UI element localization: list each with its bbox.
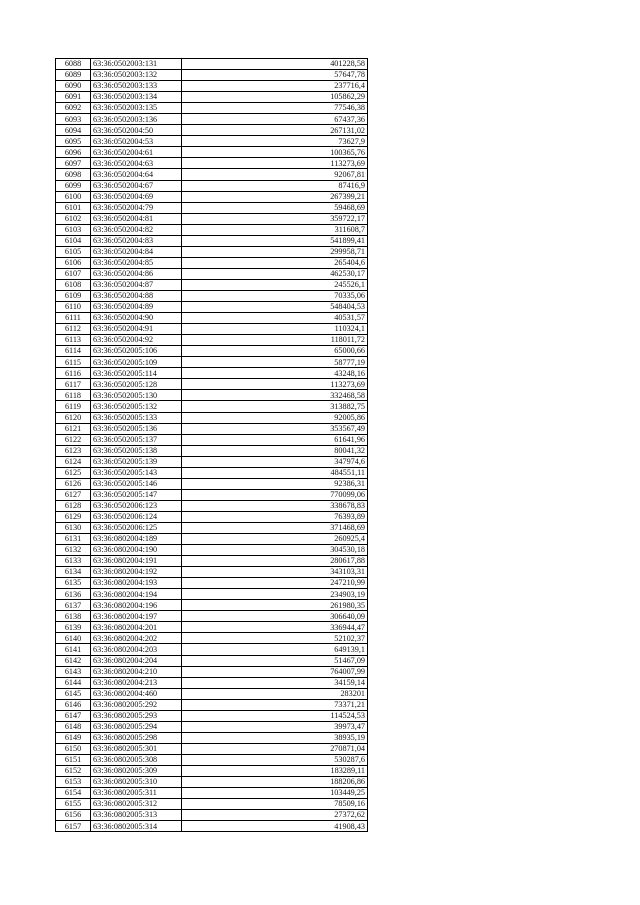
table-row bbox=[56, 777, 368, 788]
cadastral-number-cell: 63:36:0802004:191 bbox=[91, 556, 182, 567]
cadastral-number-cell: 63:36:0802004:210 bbox=[91, 666, 182, 677]
cadastral-number-cell: 63:36:0802005:313 bbox=[91, 810, 182, 821]
table-row bbox=[56, 114, 368, 125]
cadastral-number-cell: 63:36:0802005:310 bbox=[91, 777, 182, 788]
cadastral-number-cell: 63:36:0502004:64 bbox=[91, 169, 182, 180]
cadastral-number-cell: 63:36:0502005:130 bbox=[91, 390, 182, 401]
cadastral-value-cell: 338678,83 bbox=[182, 500, 368, 511]
cadastral-value-cell: 57647,78 bbox=[182, 70, 368, 81]
cadastral-number-cell: 63:36:0502004:87 bbox=[91, 279, 182, 290]
cadastral-value-cell: 247210,99 bbox=[182, 578, 368, 589]
cadastral-number-cell: 63:36:0502004:90 bbox=[91, 313, 182, 324]
cadastral-value-cell: 347974,6 bbox=[182, 456, 368, 467]
cadastral-number-cell: 63:36:0502005:132 bbox=[91, 401, 182, 412]
row-number-cell: 6106 bbox=[56, 257, 91, 268]
cadastral-number-cell: 63:36:0502005:139 bbox=[91, 456, 182, 467]
cadastral-value-cell: 87416,9 bbox=[182, 180, 368, 191]
cadastral-number-cell: 63:36:0502003:131 bbox=[91, 59, 182, 70]
table-row bbox=[56, 600, 368, 611]
row-number-cell: 6094 bbox=[56, 125, 91, 136]
cadastral-number-cell: 63:36:0802004:194 bbox=[91, 589, 182, 600]
table-row bbox=[56, 147, 368, 158]
row-number-cell: 6126 bbox=[56, 478, 91, 489]
cadastral-number-cell: 63:36:0502004:83 bbox=[91, 235, 182, 246]
cadastral-value-cell: 183289,11 bbox=[182, 766, 368, 777]
row-number-cell: 6129 bbox=[56, 511, 91, 522]
row-number-cell: 6156 bbox=[56, 810, 91, 821]
cadastral-value-cell: 280617,88 bbox=[182, 556, 368, 567]
cadastral-number-cell: 63:36:0802005:301 bbox=[91, 743, 182, 754]
table-row bbox=[56, 202, 368, 213]
cadastral-value-cell: 371468,69 bbox=[182, 522, 368, 533]
cadastral-value-cell: 548404,53 bbox=[182, 302, 368, 313]
cadastral-value-cell: 58777,19 bbox=[182, 357, 368, 368]
row-number-cell: 6090 bbox=[56, 81, 91, 92]
cadastral-number-cell: 63:36:0502004:89 bbox=[91, 302, 182, 313]
table-row bbox=[56, 158, 368, 169]
table-row bbox=[56, 313, 368, 324]
table-row bbox=[56, 754, 368, 765]
cadastral-number-cell: 63:36:0502005:109 bbox=[91, 357, 182, 368]
cadastral-number-cell: 63:36:0502005:146 bbox=[91, 478, 182, 489]
cadastral-value-cell: 103449,25 bbox=[182, 788, 368, 799]
table-row bbox=[56, 766, 368, 777]
table-row bbox=[56, 578, 368, 589]
cadastral-number-cell: 63:36:0502003:133 bbox=[91, 81, 182, 92]
table-row bbox=[56, 732, 368, 743]
cadastral-number-cell: 63:36:0502004:86 bbox=[91, 268, 182, 279]
table-row bbox=[56, 467, 368, 478]
cadastral-value-cell: 304530,18 bbox=[182, 545, 368, 556]
row-number-cell: 6139 bbox=[56, 622, 91, 633]
table-row bbox=[56, 81, 368, 92]
row-number-cell: 6103 bbox=[56, 224, 91, 235]
cadastral-number-cell: 63:36:0502004:53 bbox=[91, 136, 182, 147]
cadastral-number-cell: 63:36:0502003:135 bbox=[91, 103, 182, 114]
cadastral-value-cell: 41908,43 bbox=[182, 821, 368, 832]
cadastral-value-cell: 649139,1 bbox=[182, 644, 368, 655]
cadastral-value-cell: 114524,53 bbox=[182, 710, 368, 721]
cadastral-value-cell: 73627,9 bbox=[182, 136, 368, 147]
table-row bbox=[56, 445, 368, 456]
cadastral-number-cell: 63:36:0502005:128 bbox=[91, 379, 182, 390]
cadastral-value-cell: 270871,04 bbox=[182, 743, 368, 754]
cadastral-value-cell: 80041,32 bbox=[182, 445, 368, 456]
cadastral-value-cell: 336944,47 bbox=[182, 622, 368, 633]
cadastral-value-cell: 343103,31 bbox=[182, 567, 368, 578]
table-row bbox=[56, 456, 368, 467]
table-row bbox=[56, 511, 368, 522]
row-number-cell: 6130 bbox=[56, 522, 91, 533]
cadastral-value-cell: 92067,81 bbox=[182, 169, 368, 180]
table-row bbox=[56, 257, 368, 268]
cadastral-number-cell: 63:36:0802004:213 bbox=[91, 677, 182, 688]
row-number-cell: 6151 bbox=[56, 754, 91, 765]
table-row bbox=[56, 59, 368, 70]
row-number-cell: 6111 bbox=[56, 313, 91, 324]
row-number-cell: 6095 bbox=[56, 136, 91, 147]
cadastral-number-cell: 63:36:0802004:203 bbox=[91, 644, 182, 655]
table-row bbox=[56, 169, 368, 180]
cadastral-number-cell: 63:36:0502004:84 bbox=[91, 246, 182, 257]
table-row bbox=[56, 556, 368, 567]
row-number-cell: 6149 bbox=[56, 732, 91, 743]
cadastral-number-cell: 63:36:0502004:81 bbox=[91, 213, 182, 224]
cadastral-value-cell: 764007,99 bbox=[182, 666, 368, 677]
row-number-cell: 6115 bbox=[56, 357, 91, 368]
row-number-cell: 6127 bbox=[56, 489, 91, 500]
table-row bbox=[56, 434, 368, 445]
table-row bbox=[56, 788, 368, 799]
cadastral-number-cell: 63:36:0502005:114 bbox=[91, 368, 182, 379]
row-number-cell: 6154 bbox=[56, 788, 91, 799]
cadastral-number-cell: 63:36:0802005:314 bbox=[91, 821, 182, 832]
row-number-cell: 6122 bbox=[56, 434, 91, 445]
table-row bbox=[56, 302, 368, 313]
cadastral-number-cell: 63:36:0502004:61 bbox=[91, 147, 182, 158]
table-row bbox=[56, 268, 368, 279]
row-number-cell: 6123 bbox=[56, 445, 91, 456]
cadastral-value-cell: 40531,57 bbox=[182, 313, 368, 324]
row-number-cell: 6128 bbox=[56, 500, 91, 511]
cadastral-value-cell: 92005,86 bbox=[182, 412, 368, 423]
table-row bbox=[56, 213, 368, 224]
row-number-cell: 6152 bbox=[56, 766, 91, 777]
cadastral-value-cell: 92386,31 bbox=[182, 478, 368, 489]
cadastral-value-cell: 76393,89 bbox=[182, 511, 368, 522]
table-row bbox=[56, 633, 368, 644]
cadastral-value-cell: 267131,02 bbox=[182, 125, 368, 136]
table-row bbox=[56, 335, 368, 346]
table-row bbox=[56, 357, 368, 368]
table-row bbox=[56, 191, 368, 202]
cadastral-number-cell: 63:36:0502004:69 bbox=[91, 191, 182, 202]
row-number-cell: 6140 bbox=[56, 633, 91, 644]
row-number-cell: 6125 bbox=[56, 467, 91, 478]
cadastral-value-cell: 77546,38 bbox=[182, 103, 368, 114]
table-row bbox=[56, 346, 368, 357]
cadastral-value-cell: 188206,86 bbox=[182, 777, 368, 788]
cadastral-value-cell: 261980,35 bbox=[182, 600, 368, 611]
row-number-cell: 6110 bbox=[56, 302, 91, 313]
table-row bbox=[56, 589, 368, 600]
row-number-cell: 6097 bbox=[56, 158, 91, 169]
row-number-cell: 6117 bbox=[56, 379, 91, 390]
cadastral-value-cell: 237716,4 bbox=[182, 81, 368, 92]
cadastral-value-cell: 401228,58 bbox=[182, 59, 368, 70]
table-row bbox=[56, 677, 368, 688]
table-row bbox=[56, 611, 368, 622]
cadastral-number-cell: 63:36:0802005:298 bbox=[91, 732, 182, 743]
row-number-cell: 6101 bbox=[56, 202, 91, 213]
row-number-cell: 6135 bbox=[56, 578, 91, 589]
row-number-cell: 6119 bbox=[56, 401, 91, 412]
cadastral-number-cell: 63:36:0502006:125 bbox=[91, 522, 182, 533]
table-row bbox=[56, 534, 368, 545]
row-number-cell: 6091 bbox=[56, 92, 91, 103]
cadastral-value-cell: 65000,66 bbox=[182, 346, 368, 357]
row-number-cell: 6147 bbox=[56, 710, 91, 721]
cadastral-value-cell: 299958,71 bbox=[182, 246, 368, 257]
table-row bbox=[56, 799, 368, 810]
cadastral-number-cell: 63:36:0502005:143 bbox=[91, 467, 182, 478]
row-number-cell: 6153 bbox=[56, 777, 91, 788]
table-body bbox=[56, 59, 368, 832]
table-row bbox=[56, 688, 368, 699]
row-number-cell: 6116 bbox=[56, 368, 91, 379]
cadastral-number-cell: 63:36:0802004:189 bbox=[91, 534, 182, 545]
table-row bbox=[56, 379, 368, 390]
cadastral-number-cell: 63:36:0502004:82 bbox=[91, 224, 182, 235]
row-number-cell: 6102 bbox=[56, 213, 91, 224]
table-row bbox=[56, 699, 368, 710]
cadastral-number-cell: 63:36:0802004:202 bbox=[91, 633, 182, 644]
table-row bbox=[56, 710, 368, 721]
row-number-cell: 6136 bbox=[56, 589, 91, 600]
table-row bbox=[56, 368, 368, 379]
cadastral-value-cell: 265404,6 bbox=[182, 257, 368, 268]
row-number-cell: 6104 bbox=[56, 235, 91, 246]
table-row bbox=[56, 180, 368, 191]
table-row bbox=[56, 622, 368, 633]
cadastral-value-cell: 38935,19 bbox=[182, 732, 368, 743]
table-row bbox=[56, 721, 368, 732]
cadastral-value-cell: 27372,62 bbox=[182, 810, 368, 821]
cadastral-number-cell: 63:36:0502004:92 bbox=[91, 335, 182, 346]
row-number-cell: 6133 bbox=[56, 556, 91, 567]
table-row bbox=[56, 70, 368, 81]
cadastral-number-cell: 63:36:0802004:460 bbox=[91, 688, 182, 699]
cadastral-value-cell: 260925,4 bbox=[182, 534, 368, 545]
table-row bbox=[56, 478, 368, 489]
row-number-cell: 6093 bbox=[56, 114, 91, 125]
row-number-cell: 6107 bbox=[56, 268, 91, 279]
cadastral-number-cell: 63:36:0502004:67 bbox=[91, 180, 182, 191]
row-number-cell: 6155 bbox=[56, 799, 91, 810]
cadastral-number-cell: 63:36:0802005:293 bbox=[91, 710, 182, 721]
row-number-cell: 6121 bbox=[56, 423, 91, 434]
cadastral-value-cell: 39973,47 bbox=[182, 721, 368, 732]
table-row bbox=[56, 489, 368, 500]
cadastral-number-cell: 63:36:0802005:294 bbox=[91, 721, 182, 732]
table-row bbox=[56, 545, 368, 556]
cadastral-value-cell: 67437,36 bbox=[182, 114, 368, 125]
row-number-cell: 6150 bbox=[56, 743, 91, 754]
cadastral-value-cell: 70335,06 bbox=[182, 290, 368, 301]
table-row bbox=[56, 821, 368, 832]
cadastral-number-cell: 63:36:0802005:292 bbox=[91, 699, 182, 710]
row-number-cell: 6134 bbox=[56, 567, 91, 578]
cadastral-value-cell: 52102,37 bbox=[182, 633, 368, 644]
cadastral-value-cell: 267399,21 bbox=[182, 191, 368, 202]
cadastral-value-cell: 541899,41 bbox=[182, 235, 368, 246]
row-number-cell: 6157 bbox=[56, 821, 91, 832]
cadastral-value-cell: 234903,19 bbox=[182, 589, 368, 600]
cadastral-number-cell: 63:36:0502004:50 bbox=[91, 125, 182, 136]
table-row bbox=[56, 401, 368, 412]
table-row bbox=[56, 500, 368, 511]
cadastral-value-cell: 34159,14 bbox=[182, 677, 368, 688]
cadastral-number-cell: 63:36:0802005:309 bbox=[91, 766, 182, 777]
table-row bbox=[56, 125, 368, 136]
row-number-cell: 6137 bbox=[56, 600, 91, 611]
row-number-cell: 6132 bbox=[56, 545, 91, 556]
row-number-cell: 6113 bbox=[56, 335, 91, 346]
cadastral-value-cell: 245526,1 bbox=[182, 279, 368, 290]
table-row bbox=[56, 136, 368, 147]
cadastral-value-cell: 311608,7 bbox=[182, 224, 368, 235]
row-number-cell: 6114 bbox=[56, 346, 91, 357]
table-row bbox=[56, 92, 368, 103]
row-number-cell: 6120 bbox=[56, 412, 91, 423]
table-row bbox=[56, 290, 368, 301]
cadastral-number-cell: 63:36:0502005:147 bbox=[91, 489, 182, 500]
table-row bbox=[56, 103, 368, 114]
row-number-cell: 6109 bbox=[56, 290, 91, 301]
cadastral-number-cell: 63:36:0802005:311 bbox=[91, 788, 182, 799]
row-number-cell: 6092 bbox=[56, 103, 91, 114]
row-number-cell: 6100 bbox=[56, 191, 91, 202]
table-row bbox=[56, 666, 368, 677]
cadastral-number-cell: 63:36:0802005:312 bbox=[91, 799, 182, 810]
cadastral-number-cell: 63:36:0802004:197 bbox=[91, 611, 182, 622]
cadastral-number-cell: 63:36:0502005:138 bbox=[91, 445, 182, 456]
cadastral-value-cell: 73371,21 bbox=[182, 699, 368, 710]
cadastral-number-cell: 63:36:0502004:88 bbox=[91, 290, 182, 301]
cadastral-value-cell: 118011,72 bbox=[182, 335, 368, 346]
cadastral-number-cell: 63:36:0502005:136 bbox=[91, 423, 182, 434]
row-number-cell: 6138 bbox=[56, 611, 91, 622]
cadastral-value-table bbox=[55, 58, 368, 832]
cadastral-number-cell: 63:36:0502003:132 bbox=[91, 70, 182, 81]
table-row bbox=[56, 644, 368, 655]
cadastral-value-cell: 51467,09 bbox=[182, 655, 368, 666]
cadastral-value-cell: 313882,75 bbox=[182, 401, 368, 412]
cadastral-number-cell: 63:36:0502005:137 bbox=[91, 434, 182, 445]
cadastral-number-cell: 63:36:0802005:308 bbox=[91, 754, 182, 765]
row-number-cell: 6105 bbox=[56, 246, 91, 257]
cadastral-number-cell: 63:36:0802004:201 bbox=[91, 622, 182, 633]
cadastral-value-cell: 100365,76 bbox=[182, 147, 368, 158]
cadastral-value-cell: 770099,06 bbox=[182, 489, 368, 500]
cadastral-number-cell: 63:36:0502004:85 bbox=[91, 257, 182, 268]
row-number-cell: 6131 bbox=[56, 534, 91, 545]
cadastral-value-cell: 530287,6 bbox=[182, 754, 368, 765]
cadastral-number-cell: 63:36:0502006:123 bbox=[91, 500, 182, 511]
cadastral-value-cell: 61641,96 bbox=[182, 434, 368, 445]
table-row bbox=[56, 279, 368, 290]
row-number-cell: 6118 bbox=[56, 390, 91, 401]
table-row bbox=[56, 423, 368, 434]
cadastral-value-cell: 359722,17 bbox=[182, 213, 368, 224]
cadastral-value-cell: 59468,69 bbox=[182, 202, 368, 213]
row-number-cell: 6098 bbox=[56, 169, 91, 180]
cadastral-value-cell: 105862,29 bbox=[182, 92, 368, 103]
table-row bbox=[56, 390, 368, 401]
table-row bbox=[56, 246, 368, 257]
row-number-cell: 6148 bbox=[56, 721, 91, 732]
cadastral-number-cell: 63:36:0502004:63 bbox=[91, 158, 182, 169]
table-row bbox=[56, 412, 368, 423]
cadastral-value-cell: 484551,11 bbox=[182, 467, 368, 478]
table-row bbox=[56, 655, 368, 666]
row-number-cell: 6145 bbox=[56, 688, 91, 699]
cadastral-value-cell: 306640,09 bbox=[182, 611, 368, 622]
row-number-cell: 6112 bbox=[56, 324, 91, 335]
row-number-cell: 6142 bbox=[56, 655, 91, 666]
table-row bbox=[56, 235, 368, 246]
cadastral-number-cell: 63:36:0802004:193 bbox=[91, 578, 182, 589]
table-row bbox=[56, 743, 368, 754]
cadastral-value-cell: 110324,1 bbox=[182, 324, 368, 335]
table-row bbox=[56, 567, 368, 578]
table-row bbox=[56, 324, 368, 335]
cadastral-number-cell: 63:36:0502004:91 bbox=[91, 324, 182, 335]
cadastral-value-cell: 283201 bbox=[182, 688, 368, 699]
row-number-cell: 6146 bbox=[56, 699, 91, 710]
cadastral-value-cell: 78509,16 bbox=[182, 799, 368, 810]
cadastral-value-cell: 332468,58 bbox=[182, 390, 368, 401]
row-number-cell: 6124 bbox=[56, 456, 91, 467]
cadastral-value-cell: 43248,16 bbox=[182, 368, 368, 379]
row-number-cell: 6141 bbox=[56, 644, 91, 655]
row-number-cell: 6089 bbox=[56, 70, 91, 81]
cadastral-number-cell: 63:36:0502003:136 bbox=[91, 114, 182, 125]
cadastral-number-cell: 63:36:0502006:124 bbox=[91, 511, 182, 522]
cadastral-number-cell: 63:36:0502004:79 bbox=[91, 202, 182, 213]
cadastral-number-cell: 63:36:0502005:133 bbox=[91, 412, 182, 423]
table-row bbox=[56, 224, 368, 235]
cadastral-value-cell: 113273,69 bbox=[182, 158, 368, 169]
row-number-cell: 6088 bbox=[56, 59, 91, 70]
row-number-cell: 6143 bbox=[56, 666, 91, 677]
row-number-cell: 6144 bbox=[56, 677, 91, 688]
cadastral-number-cell: 63:36:0502005:106 bbox=[91, 346, 182, 357]
row-number-cell: 6099 bbox=[56, 180, 91, 191]
table-row bbox=[56, 522, 368, 533]
cadastral-number-cell: 63:36:0802004:196 bbox=[91, 600, 182, 611]
cadastral-number-cell: 63:36:0802004:192 bbox=[91, 567, 182, 578]
cadastral-value-cell: 353567,49 bbox=[182, 423, 368, 434]
cadastral-number-cell: 63:36:0802004:204 bbox=[91, 655, 182, 666]
cadastral-number-cell: 63:36:0502003:134 bbox=[91, 92, 182, 103]
row-number-cell: 6096 bbox=[56, 147, 91, 158]
table-row bbox=[56, 810, 368, 821]
row-number-cell: 6108 bbox=[56, 279, 91, 290]
cadastral-value-cell: 113273,69 bbox=[182, 379, 368, 390]
cadastral-value-cell: 462530,17 bbox=[182, 268, 368, 279]
cadastral-number-cell: 63:36:0802004:190 bbox=[91, 545, 182, 556]
